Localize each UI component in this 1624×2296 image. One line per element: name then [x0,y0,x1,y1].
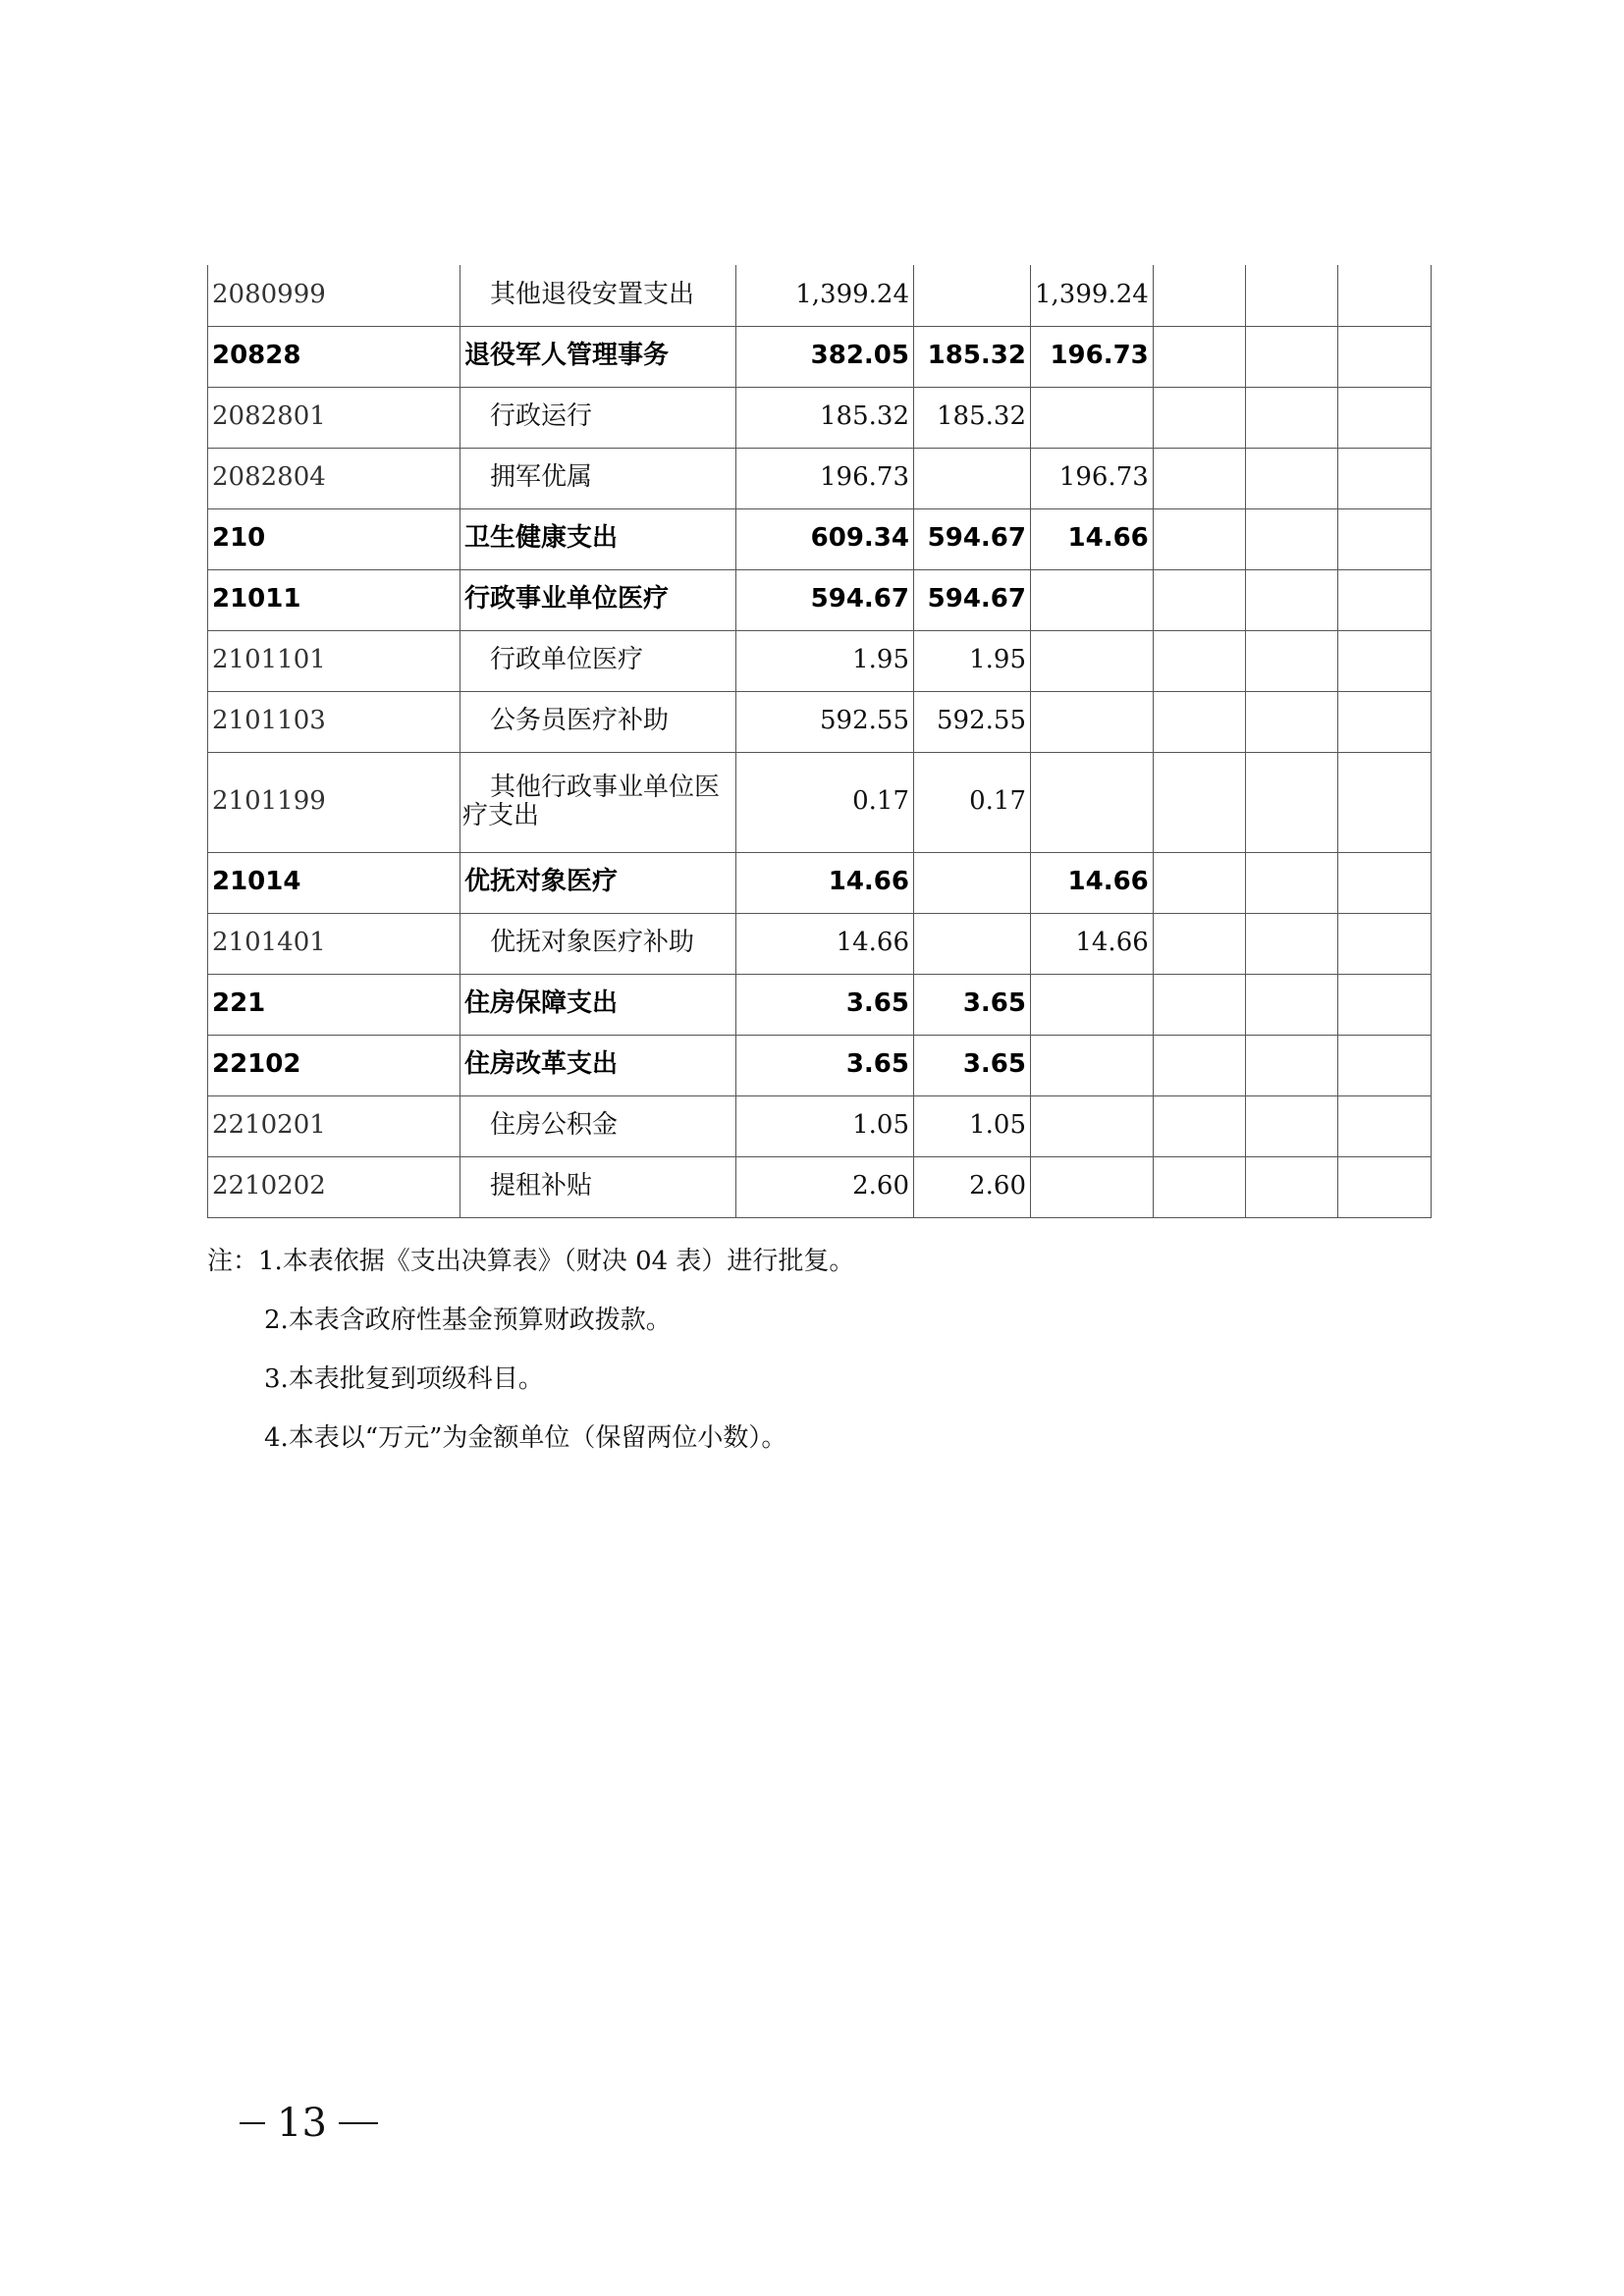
table-row [208,569,1432,630]
cell-amount-total: 1.95 [736,630,914,691]
cell-empty [1337,1095,1431,1156]
table-row [208,326,1432,387]
cell-amount-project: 14.66 [1031,508,1154,569]
cell-code: 21014 [208,852,460,913]
cell-amount-project: 196.73 [1031,448,1154,508]
cell-name: 其他行政事业单位医疗支出 [460,752,736,852]
cell-name: 行政单位医疗 [460,630,736,691]
cell-name: 其他退役安置支出 [460,265,736,326]
cell-amount-project: 14.66 [1031,852,1154,913]
cell-amount-project [1031,974,1154,1035]
cell-name: 住房保障支出 [460,974,736,1035]
cell-name: 卫生健康支出 [460,508,736,569]
cell-code: 2101103 [208,691,460,752]
cell-empty [1153,1156,1245,1217]
cell-amount-total: 592.55 [736,691,914,752]
cell-name: 优抚对象医疗 [460,852,736,913]
cell-amount-project [1031,752,1154,852]
cell-empty [1337,1156,1431,1217]
table-row [208,265,1432,326]
cell-amount-basic: 185.32 [914,326,1031,387]
cell-empty [1153,265,1245,326]
cell-amount-basic: 594.67 [914,569,1031,630]
cell-amount-total: 196.73 [736,448,914,508]
cell-empty [1245,1035,1337,1095]
table-row [208,974,1432,1035]
cell-empty [1153,508,1245,569]
cell-amount-project: 1,399.24 [1031,265,1154,326]
cell-empty [1153,448,1245,508]
cell-name: 优抚对象医疗补助 [460,913,736,974]
cell-name: 拥军优属 [460,448,736,508]
cell-empty [1337,630,1431,691]
table-row [208,1156,1432,1217]
cell-empty [1245,852,1337,913]
cell-amount-basic: 594.67 [914,508,1031,569]
cell-empty [1337,752,1431,852]
cell-code: 221 [208,974,460,1035]
table-row [208,852,1432,913]
cell-amount-total: 3.65 [736,1035,914,1095]
cell-amount-total: 1.05 [736,1095,914,1156]
cell-empty [1245,1095,1337,1156]
cell-amount-total: 0.17 [736,752,914,852]
cell-amount-basic [914,265,1031,326]
cell-empty [1245,448,1337,508]
cell-empty [1153,326,1245,387]
cell-empty [1337,265,1431,326]
table-row [208,630,1432,691]
cell-amount-total: 2.60 [736,1156,914,1217]
cell-amount-basic: 0.17 [914,752,1031,852]
cell-empty [1337,691,1431,752]
cell-amount-project [1031,569,1154,630]
cell-empty [1337,508,1431,569]
table-row [208,1035,1432,1095]
cell-amount-basic: 1.95 [914,630,1031,691]
cell-empty [1245,630,1337,691]
cell-amount-basic: 2.60 [914,1156,1031,1217]
page-number-footer [240,2101,378,2146]
cell-amount-project [1031,691,1154,752]
cell-amount-total: 609.34 [736,508,914,569]
cell-amount-total: 382.05 [736,326,914,387]
cell-empty [1153,387,1245,448]
note-line-3: 3.本表批复到项级科目。 [264,1364,544,1394]
cell-empty [1245,569,1337,630]
cell-empty [1337,1035,1431,1095]
cell-amount-basic: 185.32 [914,387,1031,448]
cell-empty [1245,387,1337,448]
table-row [208,508,1432,569]
cell-name: 行政运行 [460,387,736,448]
cell-empty [1337,913,1431,974]
cell-amount-basic [914,913,1031,974]
cell-code: 2101401 [208,913,460,974]
cell-code: 2101101 [208,630,460,691]
cell-empty [1245,913,1337,974]
cell-code: 2082804 [208,448,460,508]
cell-amount-basic: 3.65 [914,1035,1031,1095]
note-line-2: 2.本表含政府性基金预算财政拨款。 [264,1306,672,1335]
table-row [208,1095,1432,1156]
cell-amount-project [1031,1156,1154,1217]
cell-empty [1153,752,1245,852]
cell-amount-project [1031,1095,1154,1156]
cell-empty [1153,630,1245,691]
cell-code: 2082801 [208,387,460,448]
cell-amount-project [1031,630,1154,691]
cell-empty [1245,752,1337,852]
cell-empty [1153,1095,1245,1156]
note-line-4: 4.本表以“万元”为金额单位（保留两位小数）。 [264,1423,787,1453]
cell-name: 退役军人管理事务 [460,326,736,387]
cell-empty [1337,852,1431,913]
cell-amount-basic: 1.05 [914,1095,1031,1156]
cell-code: 2080999 [208,265,460,326]
cell-empty [1153,852,1245,913]
cell-amount-project [1031,387,1154,448]
cell-amount-project [1031,1035,1154,1095]
table-row [208,387,1432,448]
cell-code: 22102 [208,1035,460,1095]
page-number: 13 [277,2101,327,2146]
cell-amount-total: 594.67 [736,569,914,630]
cell-amount-basic [914,448,1031,508]
cell-name: 住房改革支出 [460,1035,736,1095]
cell-empty [1153,1035,1245,1095]
cell-empty [1337,326,1431,387]
table-row [208,691,1432,752]
table-row [208,448,1432,508]
table-row [208,752,1432,852]
cell-empty [1337,387,1431,448]
cell-name: 公务员医疗补助 [460,691,736,752]
cell-code: 20828 [208,326,460,387]
cell-empty [1153,913,1245,974]
cell-amount-project: 14.66 [1031,913,1154,974]
cell-empty [1337,974,1431,1035]
cell-empty [1153,569,1245,630]
page-number-dash-left [240,2122,265,2124]
cell-empty [1245,326,1337,387]
cell-amount-project: 196.73 [1031,326,1154,387]
cell-empty [1153,691,1245,752]
cell-empty [1337,448,1431,508]
cell-code: 210 [208,508,460,569]
cell-code: 2101199 [208,752,460,852]
notes-section [207,1247,854,1482]
table-row [208,913,1432,974]
expenditure-table [207,265,1432,1218]
cell-code: 2210202 [208,1156,460,1217]
cell-amount-total: 185.32 [736,387,914,448]
cell-empty [1245,508,1337,569]
table-body [208,265,1432,1217]
cell-code: 21011 [208,569,460,630]
cell-amount-basic [914,852,1031,913]
cell-empty [1245,691,1337,752]
cell-code: 2210201 [208,1095,460,1156]
cell-name: 提租补贴 [460,1156,736,1217]
cell-amount-total: 14.66 [736,913,914,974]
cell-amount-total: 14.66 [736,852,914,913]
note-line-1: 注：1.本表依据《支出决算表》（财决 04 表）进行批复。 [207,1247,855,1276]
cell-empty [1245,1156,1337,1217]
cell-empty [1337,569,1431,630]
cell-amount-basic: 3.65 [914,974,1031,1035]
cell-amount-total: 1,399.24 [736,265,914,326]
cell-empty [1153,974,1245,1035]
cell-empty [1245,974,1337,1035]
page-number-dash-right [339,2122,378,2124]
cell-empty [1245,265,1337,326]
cell-name: 住房公积金 [460,1095,736,1156]
cell-name: 行政事业单位医疗 [460,569,736,630]
cell-amount-total: 3.65 [736,974,914,1035]
cell-amount-basic: 592.55 [914,691,1031,752]
